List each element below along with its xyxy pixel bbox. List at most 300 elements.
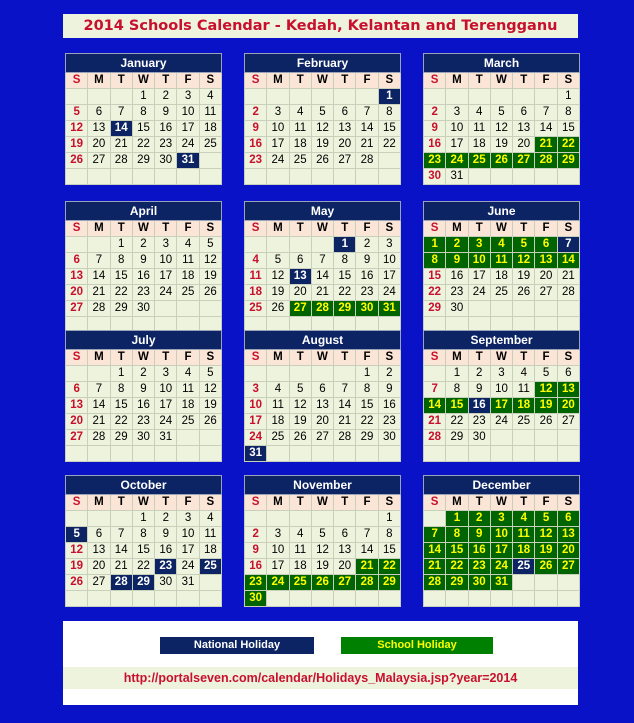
day-cell: 8 [378, 105, 400, 121]
day-cell: 29 [446, 575, 468, 591]
day-cell: 9 [132, 253, 154, 269]
day-cell: 1 [424, 237, 446, 253]
weekday-header: T [110, 221, 132, 237]
day-cell: 25 [199, 137, 221, 153]
weekday-header: T [289, 350, 311, 366]
day-cell: 20 [88, 559, 110, 575]
legend-national-holiday: National Holiday [160, 637, 314, 654]
day-cell: 16 [356, 269, 378, 285]
day-cell: 7 [535, 105, 557, 121]
day-cell: 6 [66, 253, 88, 269]
day-cell: 29 [110, 301, 132, 317]
day-cell: 12 [311, 543, 333, 559]
day-cell: 5 [199, 237, 221, 253]
day-cell: 27 [289, 301, 311, 317]
day-cell: 15 [132, 121, 154, 137]
empty-cell [535, 301, 557, 317]
empty-cell [490, 591, 512, 607]
weekday-header: T [513, 350, 535, 366]
day-cell: 27 [535, 285, 557, 301]
day-cell: 15 [110, 398, 132, 414]
day-cell: 20 [513, 137, 535, 153]
day-cell: 26 [535, 559, 557, 575]
weekday-header: W [490, 73, 512, 89]
day-cell: 15 [110, 269, 132, 285]
weekday-header: S [557, 495, 579, 511]
weekday-header: W [132, 73, 154, 89]
weekday-header: S [378, 350, 400, 366]
day-cell: 26 [199, 285, 221, 301]
month-august [244, 330, 401, 462]
day-cell: 4 [513, 511, 535, 527]
weekday-header: T [468, 221, 490, 237]
day-cell: 3 [490, 366, 512, 382]
weekday-header: M [88, 73, 110, 89]
empty-cell [468, 169, 490, 185]
day-cell: 14 [88, 269, 110, 285]
day-cell: 18 [490, 269, 512, 285]
empty-cell [177, 430, 199, 446]
day-cell: 4 [199, 511, 221, 527]
day-cell: 7 [88, 382, 110, 398]
weekday-header: T [334, 73, 356, 89]
source-link[interactable]: http://portalseven.com/calendar/Holidays_Malaysia.jsp?year=2014 [63, 667, 578, 689]
day-cell: 1 [557, 89, 579, 105]
day-cell: 31 [177, 575, 199, 591]
empty-cell [356, 169, 378, 185]
day-cell: 24 [177, 137, 199, 153]
day-cell: 12 [311, 121, 333, 137]
day-cell: 10 [490, 382, 512, 398]
empty-cell [557, 446, 579, 462]
empty-cell [378, 591, 400, 607]
day-cell: 7 [334, 382, 356, 398]
day-cell: 28 [88, 430, 110, 446]
empty-cell [177, 591, 199, 607]
calendar-title: 2014 Schools Calendar - Kedah, Kelantan and Terengganu [63, 14, 578, 38]
day-cell: 19 [311, 137, 333, 153]
day-cell: 22 [110, 414, 132, 430]
day-cell: 5 [535, 366, 557, 382]
day-cell: 16 [245, 559, 267, 575]
day-cell: 12 [513, 253, 535, 269]
weekday-header: F [177, 73, 199, 89]
day-cell: 3 [267, 105, 289, 121]
empty-cell [356, 446, 378, 462]
day-cell: 28 [557, 285, 579, 301]
day-cell: 22 [356, 414, 378, 430]
empty-cell [88, 366, 110, 382]
empty-cell [267, 237, 289, 253]
day-cell: 9 [424, 121, 446, 137]
day-cell: 12 [289, 398, 311, 414]
day-cell: 12 [66, 121, 88, 137]
empty-cell [490, 169, 512, 185]
day-cell: 17 [446, 137, 468, 153]
weekday-header: T [289, 221, 311, 237]
weekday-header: F [535, 495, 557, 511]
weekday-header: M [446, 350, 468, 366]
day-cell: 21 [110, 137, 132, 153]
day-cell: 10 [267, 543, 289, 559]
day-cell: 6 [88, 105, 110, 121]
day-cell: 4 [490, 237, 512, 253]
day-cell: 9 [378, 382, 400, 398]
empty-cell [513, 430, 535, 446]
day-cell: 26 [535, 414, 557, 430]
day-cell: 5 [535, 511, 557, 527]
day-cell: 7 [356, 527, 378, 543]
empty-cell [424, 591, 446, 607]
day-cell: 22 [110, 285, 132, 301]
day-cell: 18 [289, 137, 311, 153]
day-cell: 18 [267, 414, 289, 430]
day-cell: 11 [199, 527, 221, 543]
day-cell: 16 [155, 543, 177, 559]
footer-panel [63, 621, 578, 705]
day-cell: 15 [132, 543, 154, 559]
day-cell: 13 [66, 269, 88, 285]
weekday-header: W [311, 350, 333, 366]
day-cell: 20 [557, 543, 579, 559]
empty-cell [446, 446, 468, 462]
day-cell: 7 [311, 253, 333, 269]
empty-cell [513, 591, 535, 607]
weekday-header: F [535, 221, 557, 237]
day-cell: 9 [468, 527, 490, 543]
weekday-header: T [468, 73, 490, 89]
month-name: November [245, 476, 401, 495]
day-cell: 30 [356, 301, 378, 317]
month-november [244, 475, 401, 607]
day-cell: 15 [378, 543, 400, 559]
day-cell: 6 [513, 105, 535, 121]
day-cell: 21 [356, 559, 378, 575]
weekday-header: W [490, 221, 512, 237]
day-cell: 10 [155, 253, 177, 269]
day-cell: 2 [245, 527, 267, 543]
day-cell: 16 [378, 398, 400, 414]
day-cell: 10 [378, 253, 400, 269]
day-cell: 17 [490, 398, 512, 414]
weekday-header: F [535, 73, 557, 89]
day-cell: 14 [356, 121, 378, 137]
day-cell: 4 [468, 105, 490, 121]
day-cell: 13 [66, 398, 88, 414]
day-cell: 4 [199, 89, 221, 105]
day-cell: 6 [311, 382, 333, 398]
empty-cell [88, 446, 110, 462]
day-cell: 10 [267, 121, 289, 137]
empty-cell [513, 169, 535, 185]
day-cell: 21 [88, 414, 110, 430]
day-cell: 21 [535, 137, 557, 153]
empty-cell [267, 511, 289, 527]
day-cell: 24 [468, 285, 490, 301]
weekday-header: M [267, 495, 289, 511]
empty-cell [289, 169, 311, 185]
day-cell: 13 [334, 543, 356, 559]
weekday-header: M [446, 495, 468, 511]
day-cell: 9 [245, 543, 267, 559]
day-cell: 18 [177, 269, 199, 285]
empty-cell [513, 575, 535, 591]
day-cell: 13 [88, 121, 110, 137]
weekday-header: S [378, 73, 400, 89]
day-cell: 28 [356, 575, 378, 591]
empty-cell [199, 169, 221, 185]
day-cell: 28 [356, 153, 378, 169]
empty-cell [132, 169, 154, 185]
day-cell: 15 [334, 269, 356, 285]
day-cell: 23 [132, 285, 154, 301]
day-cell: 20 [88, 137, 110, 153]
day-cell: 28 [88, 301, 110, 317]
day-cell: 13 [88, 543, 110, 559]
day-cell: 21 [424, 559, 446, 575]
empty-cell [199, 591, 221, 607]
empty-cell [424, 89, 446, 105]
day-cell: 19 [66, 559, 88, 575]
legend-school-holiday: School Holiday [341, 637, 493, 654]
month-may [244, 201, 401, 333]
day-cell: 18 [177, 398, 199, 414]
empty-cell [177, 169, 199, 185]
day-cell: 4 [267, 382, 289, 398]
weekday-header: S [557, 73, 579, 89]
day-cell: 7 [424, 382, 446, 398]
empty-cell [311, 237, 333, 253]
day-cell: 28 [110, 575, 132, 591]
day-cell: 12 [199, 253, 221, 269]
empty-cell [245, 169, 267, 185]
weekday-header: S [424, 350, 446, 366]
day-cell: 29 [424, 301, 446, 317]
day-cell: 25 [468, 153, 490, 169]
day-cell: 10 [155, 382, 177, 398]
empty-cell [155, 169, 177, 185]
empty-cell [245, 511, 267, 527]
day-cell: 30 [245, 591, 267, 607]
day-cell: 20 [334, 137, 356, 153]
day-cell: 15 [446, 543, 468, 559]
weekday-header: S [199, 73, 221, 89]
empty-cell [155, 301, 177, 317]
day-cell: 2 [378, 366, 400, 382]
empty-cell [490, 430, 512, 446]
empty-cell [289, 366, 311, 382]
day-cell: 2 [132, 366, 154, 382]
day-cell: 5 [289, 382, 311, 398]
day-cell: 6 [289, 253, 311, 269]
day-cell: 27 [88, 153, 110, 169]
day-cell: 4 [289, 105, 311, 121]
day-cell: 11 [513, 527, 535, 543]
day-cell: 3 [468, 237, 490, 253]
day-cell: 22 [378, 559, 400, 575]
day-cell: 26 [513, 285, 535, 301]
day-cell: 28 [424, 575, 446, 591]
empty-cell [110, 169, 132, 185]
day-cell: 16 [468, 398, 490, 414]
day-cell: 8 [378, 527, 400, 543]
day-cell: 24 [177, 559, 199, 575]
day-cell: 17 [378, 269, 400, 285]
day-cell: 23 [446, 285, 468, 301]
day-cell: 29 [378, 575, 400, 591]
empty-cell [88, 237, 110, 253]
day-cell: 25 [177, 414, 199, 430]
empty-cell [535, 575, 557, 591]
day-cell: 6 [535, 237, 557, 253]
weekday-header: T [289, 495, 311, 511]
day-cell: 19 [513, 269, 535, 285]
weekday-header: W [311, 221, 333, 237]
day-cell: 12 [199, 382, 221, 398]
day-cell: 8 [132, 527, 154, 543]
day-cell: 26 [66, 575, 88, 591]
day-cell: 27 [311, 430, 333, 446]
day-cell: 24 [267, 153, 289, 169]
day-cell: 26 [289, 430, 311, 446]
empty-cell [334, 511, 356, 527]
day-cell: 1 [132, 89, 154, 105]
day-cell: 8 [446, 382, 468, 398]
weekday-header: T [334, 221, 356, 237]
empty-cell [289, 591, 311, 607]
day-cell: 9 [245, 121, 267, 137]
empty-cell [267, 89, 289, 105]
day-cell: 16 [424, 137, 446, 153]
empty-cell [199, 575, 221, 591]
weekday-header: T [110, 350, 132, 366]
day-cell: 22 [378, 137, 400, 153]
day-cell: 20 [66, 414, 88, 430]
day-cell: 11 [289, 121, 311, 137]
day-cell: 11 [177, 382, 199, 398]
day-cell: 1 [446, 511, 468, 527]
day-cell: 23 [132, 414, 154, 430]
day-cell: 24 [155, 285, 177, 301]
day-cell: 7 [557, 237, 579, 253]
empty-cell [88, 169, 110, 185]
empty-cell [535, 89, 557, 105]
day-cell: 8 [446, 527, 468, 543]
day-cell: 12 [535, 527, 557, 543]
empty-cell [132, 591, 154, 607]
day-cell: 5 [311, 527, 333, 543]
day-cell: 29 [132, 153, 154, 169]
day-cell: 31 [245, 446, 267, 462]
weekday-header: M [267, 73, 289, 89]
day-cell: 11 [177, 253, 199, 269]
day-cell: 14 [424, 543, 446, 559]
day-cell: 6 [557, 511, 579, 527]
day-cell: 16 [468, 543, 490, 559]
month-september [423, 330, 580, 462]
day-cell: 9 [132, 382, 154, 398]
day-cell: 26 [66, 153, 88, 169]
day-cell: 3 [490, 511, 512, 527]
day-cell: 9 [356, 253, 378, 269]
day-cell: 11 [245, 269, 267, 285]
day-cell: 31 [155, 430, 177, 446]
day-cell: 13 [289, 269, 311, 285]
day-cell: 5 [490, 105, 512, 121]
day-cell: 6 [66, 382, 88, 398]
day-cell: 22 [132, 559, 154, 575]
weekday-header: S [245, 221, 267, 237]
day-cell: 21 [334, 414, 356, 430]
day-cell: 26 [199, 414, 221, 430]
day-cell: 17 [177, 121, 199, 137]
day-cell: 19 [311, 559, 333, 575]
weekday-header: T [155, 221, 177, 237]
weekday-header: T [289, 73, 311, 89]
empty-cell [267, 169, 289, 185]
day-cell: 1 [446, 366, 468, 382]
empty-cell [132, 446, 154, 462]
day-cell: 27 [334, 153, 356, 169]
day-cell: 1 [356, 366, 378, 382]
day-cell: 12 [535, 382, 557, 398]
day-cell: 8 [557, 105, 579, 121]
day-cell: 19 [289, 414, 311, 430]
empty-cell [245, 366, 267, 382]
day-cell: 8 [132, 105, 154, 121]
month-name: February [245, 54, 401, 73]
day-cell: 19 [199, 269, 221, 285]
day-cell: 10 [446, 121, 468, 137]
day-cell: 27 [66, 430, 88, 446]
day-cell: 27 [557, 414, 579, 430]
day-cell: 5 [513, 237, 535, 253]
weekday-header: M [267, 350, 289, 366]
day-cell: 19 [66, 137, 88, 153]
day-cell: 2 [356, 237, 378, 253]
empty-cell [311, 591, 333, 607]
empty-cell [446, 89, 468, 105]
day-cell: 6 [557, 366, 579, 382]
day-cell: 21 [557, 269, 579, 285]
day-cell: 10 [490, 527, 512, 543]
empty-cell [110, 511, 132, 527]
day-cell: 20 [289, 285, 311, 301]
day-cell: 20 [311, 414, 333, 430]
day-cell: 31 [490, 575, 512, 591]
day-cell: 14 [334, 398, 356, 414]
day-cell: 11 [468, 121, 490, 137]
day-cell: 24 [490, 414, 512, 430]
day-cell: 24 [446, 153, 468, 169]
empty-cell [199, 301, 221, 317]
day-cell: 23 [424, 153, 446, 169]
weekday-header: S [66, 495, 88, 511]
day-cell: 16 [245, 137, 267, 153]
month-march [423, 53, 580, 185]
day-cell: 13 [557, 382, 579, 398]
day-cell: 25 [267, 430, 289, 446]
empty-cell [468, 301, 490, 317]
day-cell: 18 [199, 543, 221, 559]
day-cell: 28 [110, 153, 132, 169]
weekday-header: T [110, 495, 132, 511]
empty-cell [289, 511, 311, 527]
day-cell: 30 [424, 169, 446, 185]
day-cell: 24 [267, 575, 289, 591]
month-name: September [424, 331, 580, 350]
weekday-header: T [468, 350, 490, 366]
